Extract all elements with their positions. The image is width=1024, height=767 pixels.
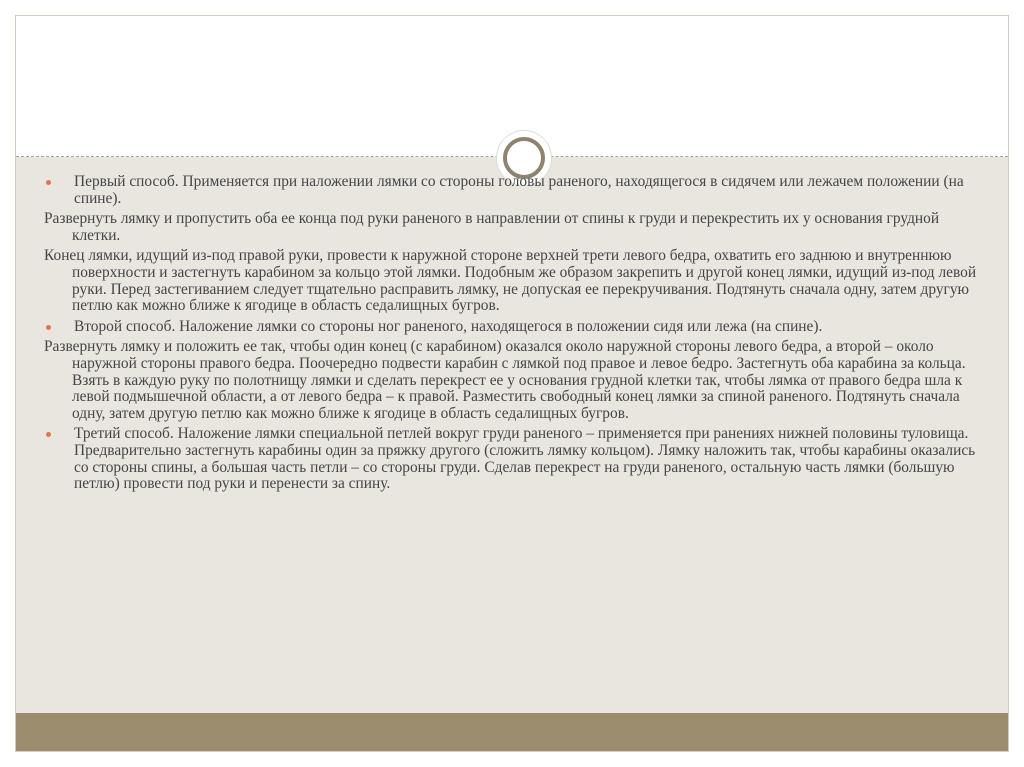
footer-bar: [16, 713, 1008, 751]
paragraph-step: [44, 211, 984, 244]
bullet-paragraph-method-2: [44, 319, 984, 336]
bullet-paragraph-method-1: [44, 174, 984, 207]
slide: [15, 15, 1009, 752]
bullet-dot-icon: [46, 180, 51, 185]
bullet-dot-icon: [46, 432, 51, 437]
bullet-paragraph-method-3: [44, 426, 984, 492]
paragraph-text: Конец лямки, идущий из-под правой руки, провести к наружной стороне верхней трети левого бедра, охватить его заднюю и внутреннюю поверхности и застегнуть карабином за кольцо этой лямки. Подобным же образом закрепить и другой конец лямки, идущий из-под левой руки. Перед застегиванием следует тщательно расправить лямку, не допуская ее перекручивания. Подтянуть сначала одну, затем другую петлю как можно ближе к ягодице в область седалищных бугров.: [44, 247, 977, 315]
bullet-dot-icon: [46, 325, 51, 330]
paragraph-text: Развернуть лямку и пропустить оба ее конца под руки раненого в направлении от спины к груди и перекрестить их у основания грудной клетки.: [44, 210, 940, 244]
paragraph-text: Первый способ. Применяется при наложении лямки со стороны головы раненого, находящегося в сидячем или лежачем положении (на спине).: [74, 173, 964, 207]
paragraph-text: Второй способ. Наложение лямки со стороны ног раненого, находящегося в положении сидя или лежа (на спине).: [74, 317, 823, 335]
paragraph-text: Третий способ. Наложение лямки специальной петлей вокруг груди раненого – применяется при ранениях нижней половины туловища. Предварительно застегнуть карабины один за пряжку другого (сложить лямку кольцом). Лямку наложить так, чтобы карабины оказались со стороны спины, а большая часть петли – со стороны груди. Сделав перекрест на груди раненого, остальную часть лямки (большую петлю) провести под руки и перенести за спину.: [74, 425, 976, 493]
paragraph-step: [44, 339, 984, 422]
paragraph-step: [44, 248, 984, 314]
paragraph-text: Развернуть лямку и положить ее так, чтобы один конец (с карабином) оказался около наружной стороны левого бедра, а второй – около наружной стороны правого бедра. Поочередно подвести карабин с лямкой под правое и левое бедро. Застегнуть оба карабина за кольца. Взять в каждую руку по полотнищу лямки и сделать перекрест ее у основания грудной клетки так, чтобы лямка от правого бедра шла к левой подмышечной области, а от левого бедра – к правой. Разместить свободный конец лямки за спиной раненого. Подтянуть сначала одну, затем другую петлю как можно ближе к ягодице в область седалищных бугров.: [44, 338, 966, 422]
slide-body: [44, 174, 984, 497]
